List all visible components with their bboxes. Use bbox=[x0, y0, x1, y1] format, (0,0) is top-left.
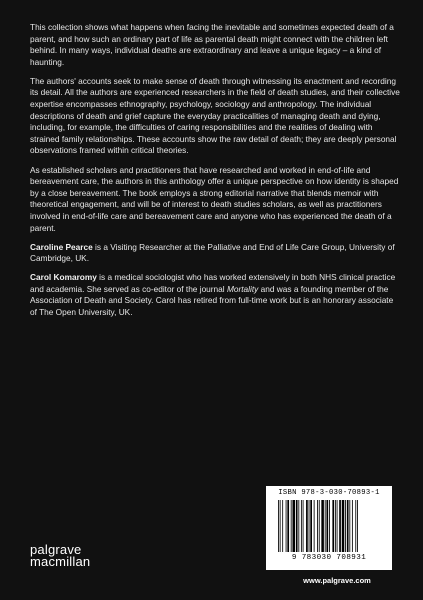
barcode-bar bbox=[306, 500, 308, 552]
blurb-paragraph-1: This collection shows what happens when facing the inevitable and sometimes expected death of a parent, and how such an ordinary part of life as parental death might connect with the children left behind. In many ways, individual deaths are extraordinary and leave a unique legacy – a kind of haunting. bbox=[30, 22, 394, 67]
barcode-bar bbox=[301, 500, 302, 552]
blurb-paragraph-2: The authors' accounts seek to make sense of death through witnessing its enactment and recording its detail. All the authors are experienced researchers in the field of death studies, and their collective expertise encompasses ethnography, psychology, sociology and anthropology. The individual descriptions of death and grief capture the everyday practicalities of managing death and dying, including, for example, the difficulties of caring responsibilities and the realities of dealing with strained family relationships. These accounts show the raw detail of death; they are deeply personal observations framed within critical theories. bbox=[30, 75, 400, 156]
barcode-bar bbox=[349, 500, 350, 552]
barcode-bar bbox=[298, 500, 299, 552]
barcode-bar bbox=[345, 500, 346, 552]
barcode-bar bbox=[357, 500, 358, 552]
palgrave-macmillan-logo bbox=[30, 544, 90, 568]
barcode-bar bbox=[319, 500, 320, 552]
barcode-bar bbox=[296, 500, 298, 552]
barcode-bars bbox=[278, 500, 386, 552]
barcode-bar bbox=[355, 500, 356, 552]
barcode-bar bbox=[347, 500, 349, 552]
barcode-bar bbox=[335, 500, 336, 552]
author-bio-caroline-pearce bbox=[30, 242, 400, 265]
barcode-bar bbox=[310, 500, 312, 552]
barcode-bar bbox=[303, 500, 304, 552]
author-bio-carol-komaromy bbox=[30, 272, 400, 318]
barcode-bar bbox=[342, 500, 345, 552]
barcode-bar bbox=[352, 500, 353, 552]
isbn-digits: 9 783030 708931 bbox=[291, 554, 367, 562]
barcode-bar bbox=[339, 500, 341, 552]
barcode-bar bbox=[325, 500, 326, 552]
back-cover-text bbox=[30, 22, 400, 326]
barcode-bar bbox=[278, 500, 279, 552]
barcode-bar bbox=[326, 500, 328, 552]
barcode-bar bbox=[286, 500, 287, 552]
barcode-bar bbox=[309, 500, 310, 552]
isbn-barcode bbox=[266, 486, 392, 570]
logo-line-palgrave: palgrave bbox=[30, 542, 82, 557]
author-name: Caroline Pearce bbox=[30, 241, 93, 252]
publisher-url: www.palgrave.com bbox=[303, 576, 371, 585]
barcode-bar bbox=[280, 500, 281, 552]
barcode-bar bbox=[291, 500, 292, 552]
barcode-bar bbox=[314, 500, 315, 552]
barcode-bar bbox=[332, 500, 334, 552]
barcode-bar bbox=[287, 500, 289, 552]
author-bio-text: is a Visiting Researcher at the Palliative and End of Life Care Group, University of Cambridge, UK. bbox=[30, 241, 395, 264]
barcode-bar bbox=[321, 500, 324, 552]
isbn-label: ISBN 978-3-030-70893-1 bbox=[278, 489, 380, 497]
author-name: Carol Komaromy bbox=[30, 272, 97, 283]
blurb-paragraph-3: As established scholars and practitioners that have researched and worked in end-of-life and bereavement care, the authors in this anthology offer a unique perspective on how identity is shaped by a close bereavement. The book employs a strong editorial narrative that blends memoir with theoretical engagement, and will be of interest to death studies scholars, as well as practitioners involved in end-of-life care and bereavement care and anyone who has experienced the death of a parent. bbox=[30, 164, 399, 233]
logo-line-macmillan: macmillan bbox=[30, 554, 91, 569]
author-bio-text: is a medical sociologist who has worked extensively in both NHS clinical practice and academia. She served as co-editor of the journal bbox=[30, 272, 396, 294]
barcode-bar bbox=[317, 500, 318, 552]
barcode-bar bbox=[282, 500, 283, 552]
barcode-bar bbox=[292, 500, 295, 552]
barcode-bar bbox=[329, 500, 330, 552]
barcode-bar bbox=[337, 500, 338, 552]
journal-title: Mortality bbox=[226, 283, 259, 294]
author-bio-text: and was a founding member of the Association of Death and Society. Carol has retired from full-time work but is an honorary associate of The Open University, UK. bbox=[30, 283, 394, 318]
